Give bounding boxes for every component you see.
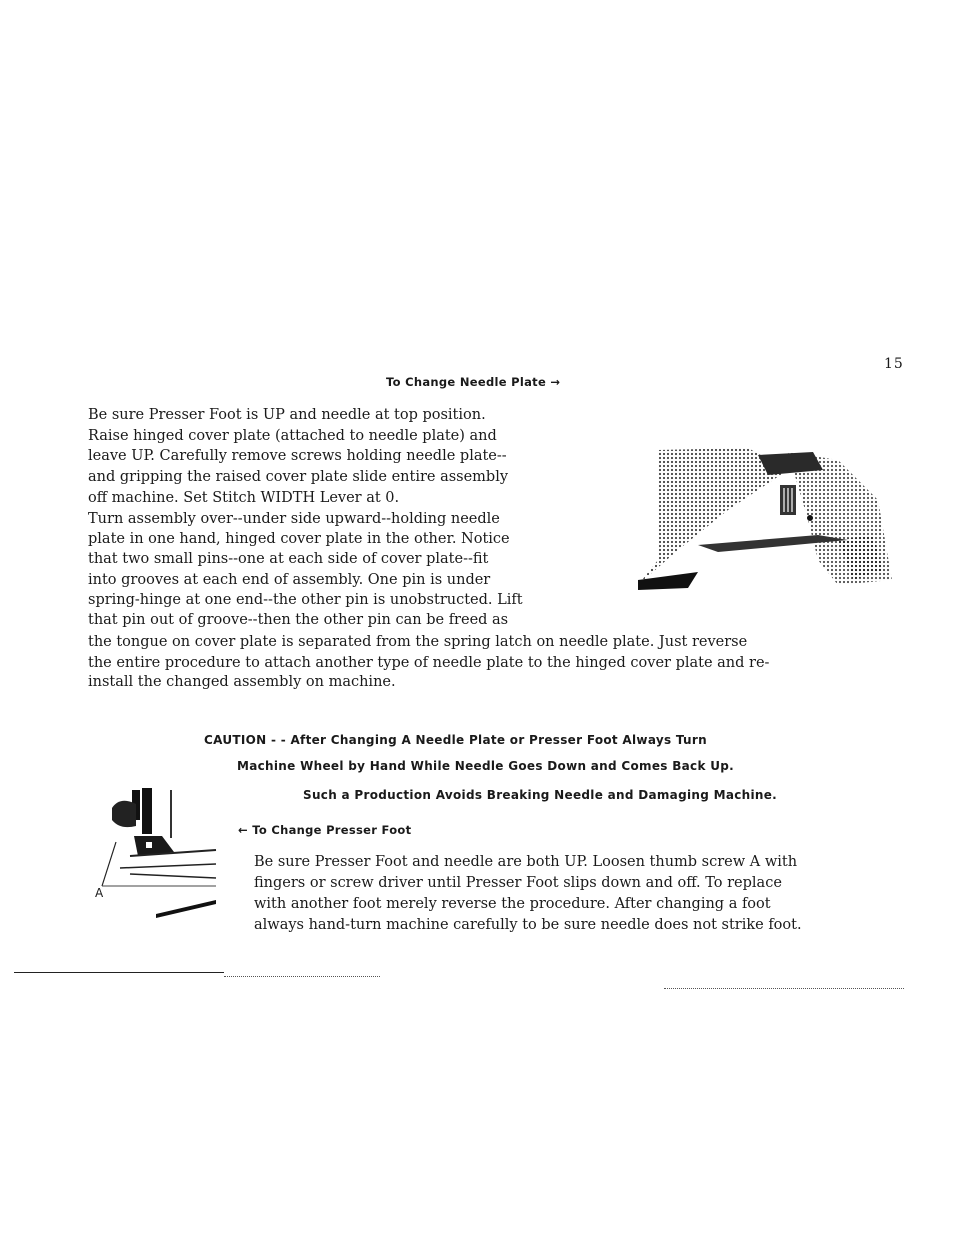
needle-plate-line-1: Be sure Presser Foot is UP and needle at top position. [88,407,486,423]
needle-plate-line-11: that pin out of groove--then the other pin can be freed as [88,612,509,628]
bottom-rule-left [14,972,224,973]
bottom-dash-left [224,976,380,977]
bottom-dash-right [664,988,904,989]
needle-plate-heading: To Change Needle Plate → [386,375,561,389]
presser-foot-line-4: always hand-turn machine carefully to be sure needle does not strike foot. [254,917,802,933]
needle-plate-wide-line-3: install the changed assembly on machine. [88,674,396,690]
caution-line-1: CAUTION - - After Changing A Needle Plate or Presser Foot Always Turn [204,733,707,747]
needle-plate-line-3: leave UP. Carefully remove screws holding needle plate-- [88,448,507,464]
presser-foot-figure-label: A [95,886,104,900]
caution-line-3: Such a Production Avoids Breaking Needle and Damaging Machine. [303,788,778,802]
presser-foot-heading: ← To Change Presser Foot [238,823,412,837]
presser-foot-line-3: with another foot merely reverse the procedure. After changing a foot [254,896,771,912]
page-number: 15 [884,356,904,372]
needle-plate-line-9: into grooves at each end of assembly. One pin is under [88,572,491,588]
needle-plate-line-4: and gripping the raised cover plate slide entire assembly [88,469,509,485]
needle-plate-wide-line-1: the tongue on cover plate is separated from the spring latch on needle plate. Just reverse [88,634,748,650]
needle-plate-line-5: off machine. Set Stitch WIDTH Lever at 0. [88,490,400,506]
presser-foot-line-2: fingers or screw driver until Presser Foot slips down and off. To replace [254,875,782,891]
presser-foot-line-1: Be sure Presser Foot and needle are both UP. Loosen thumb screw A with [254,854,798,870]
presser-foot-illustration [90,786,222,918]
caution-line-2: Machine Wheel by Hand While Needle Goes Down and Comes Back Up. [237,759,735,773]
needle-plate-wide-line-2: the entire procedure to attach another type of needle plate to the hinged cover plate and re- [88,655,770,671]
needle-plate-line-7: plate in one hand, hinged cover plate in the other. Notice [88,531,510,547]
needle-plate-line-10: spring-hinge at one end--the other pin is unobstructed. Lift [88,592,523,608]
needle-plate-line-6: Turn assembly over--under side upward--holding needle [88,511,500,527]
needle-plate-photo [638,440,892,590]
needle-plate-line-2: Raise hinged cover plate (attached to needle plate) and [88,428,497,444]
needle-plate-line-8: that two small pins--one at each side of cover plate--fit [88,551,489,567]
